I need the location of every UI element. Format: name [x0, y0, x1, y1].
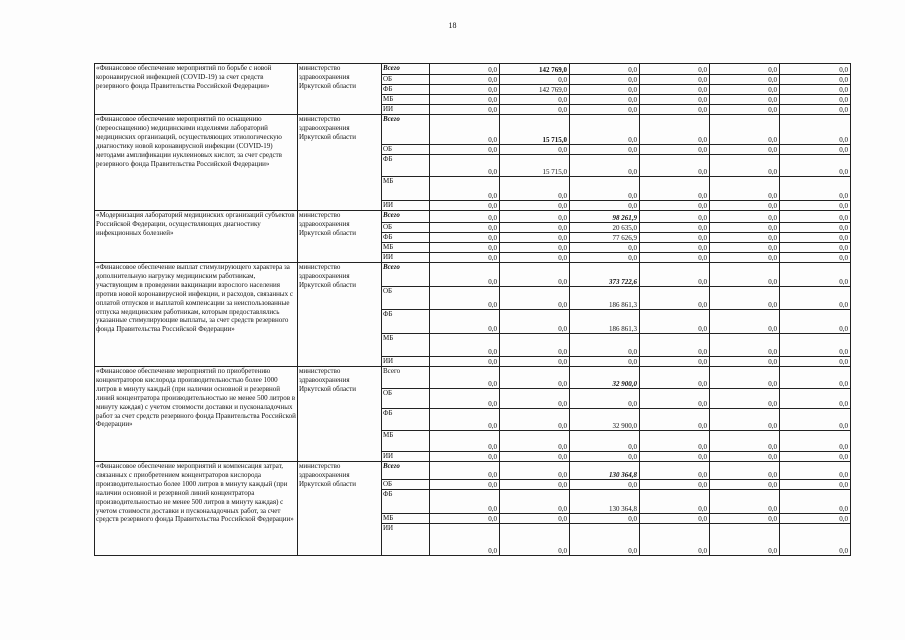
amount-cell: 0,0 [780, 310, 851, 334]
amount-cell: 0,0 [710, 105, 780, 115]
amount-cell: 0,0 [780, 201, 851, 211]
funding-source: МБ [382, 514, 430, 524]
amount-cell: 0,0 [430, 263, 500, 287]
amount-cell: 15 715,0 [500, 155, 570, 177]
amount-cell: 0,0 [430, 105, 500, 115]
amount-cell: 0,0 [570, 334, 640, 357]
amount-cell: 0,0 [710, 64, 780, 75]
table-row [95, 462, 851, 480]
funding-source: ОБ [382, 480, 430, 490]
amount-cell: 0,0 [640, 389, 710, 409]
amount-cell: 0,0 [500, 334, 570, 357]
amount-cell: 0,0 [500, 409, 570, 431]
amount-cell: 0,0 [640, 105, 710, 115]
amount-cell: 0,0 [640, 115, 710, 145]
amount-cell: 0,0 [710, 389, 780, 409]
amount-cell: 0,0 [710, 431, 780, 452]
amount-cell: 0,0 [710, 287, 780, 310]
funding-source: ИИ [382, 452, 430, 462]
amount-cell: 0,0 [500, 310, 570, 334]
amount-cell: 0,0 [640, 223, 710, 233]
amount-cell: 0,0 [640, 75, 710, 85]
amount-cell: 0,0 [710, 85, 780, 95]
amount-cell: 0,0 [430, 367, 500, 389]
amount-cell: 0,0 [500, 452, 570, 462]
amount-cell: 0,0 [500, 367, 570, 389]
amount-cell: 0,0 [640, 490, 710, 514]
amount-cell: 0,0 [430, 524, 500, 556]
funding-source: ФБ [382, 85, 430, 95]
amount-cell: 32 900,0 [570, 367, 640, 389]
responsible-executor: министерство здравоохранения Иркутской области [298, 211, 382, 263]
amount-cell: 186 861,3 [570, 287, 640, 310]
amount-cell: 0,0 [780, 462, 851, 480]
amount-cell: 0,0 [500, 95, 570, 105]
amount-cell: 0,0 [500, 105, 570, 115]
measure-description: «Финансовое обеспечение мероприятий по борьбе с новой коронавирусной инфекцией (COVID-19) за счет средств резервного фонда Правительства Российской Федерации» [95, 64, 298, 115]
amount-cell: 0,0 [500, 287, 570, 310]
amount-cell: 15 715,0 [500, 115, 570, 145]
amount-cell: 0,0 [640, 357, 710, 367]
amount-cell: 0,0 [500, 490, 570, 514]
amount-cell: 0,0 [710, 310, 780, 334]
amount-cell: 0,0 [640, 409, 710, 431]
amount-cell: 0,0 [640, 452, 710, 462]
funding-source: МБ [382, 95, 430, 105]
funding-source: ОБ [382, 389, 430, 409]
funding-source: ОБ [382, 223, 430, 233]
amount-cell: 0,0 [430, 211, 500, 223]
amount-cell: 0,0 [710, 514, 780, 524]
amount-cell: 0,0 [710, 243, 780, 253]
amount-cell: 0,0 [430, 75, 500, 85]
amount-cell: 0,0 [780, 452, 851, 462]
amount-cell: 0,0 [780, 177, 851, 201]
funding-source: ИИ [382, 105, 430, 115]
table-row [95, 115, 851, 145]
page-number: 18 [448, 21, 457, 30]
amount-cell: 0,0 [780, 105, 851, 115]
amount-cell: 0,0 [430, 155, 500, 177]
funding-source: ИИ [382, 357, 430, 367]
amount-cell: 0,0 [780, 75, 851, 85]
funding-source: ОБ [382, 75, 430, 85]
funding-source: МБ [382, 431, 430, 452]
amount-cell: 0,0 [570, 357, 640, 367]
amount-cell: 0,0 [570, 85, 640, 95]
amount-cell: 0,0 [430, 223, 500, 233]
amount-cell: 0,0 [430, 145, 500, 155]
amount-cell: 0,0 [780, 253, 851, 263]
measure-description: «Модернизация лабораторий медицинских организаций субъектов Российской Федерации, осуществляющих диагностику инфекционных болезней» [95, 211, 298, 263]
amount-cell: 0,0 [710, 95, 780, 105]
amount-cell: 0,0 [570, 155, 640, 177]
amount-cell: 0,0 [570, 243, 640, 253]
amount-cell: 0,0 [430, 431, 500, 452]
amount-cell: 0,0 [430, 357, 500, 367]
funding-source: Всего [382, 462, 430, 480]
amount-cell: 0,0 [500, 145, 570, 155]
amount-cell: 0,0 [780, 490, 851, 514]
amount-cell: 0,0 [780, 243, 851, 253]
amount-cell: 0,0 [640, 310, 710, 334]
funding-source: ФБ [382, 409, 430, 431]
amount-cell: 0,0 [430, 115, 500, 145]
amount-cell: 0,0 [640, 211, 710, 223]
amount-cell: 0,0 [710, 480, 780, 490]
amount-cell: 0,0 [430, 287, 500, 310]
amount-cell: 0,0 [570, 105, 640, 115]
amount-cell: 0,0 [780, 409, 851, 431]
amount-cell: 0,0 [710, 201, 780, 211]
amount-cell: 0,0 [640, 155, 710, 177]
amount-cell: 0,0 [500, 201, 570, 211]
amount-cell: 0,0 [430, 514, 500, 524]
amount-cell: 0,0 [640, 480, 710, 490]
amount-cell: 0,0 [570, 452, 640, 462]
amount-cell: 0,0 [780, 115, 851, 145]
amount-cell: 0,0 [500, 357, 570, 367]
amount-cell: 0,0 [500, 75, 570, 85]
amount-cell: 0,0 [570, 524, 640, 556]
amount-cell: 0,0 [780, 145, 851, 155]
funding-source: Всего [382, 211, 430, 223]
amount-cell: 0,0 [430, 389, 500, 409]
amount-cell: 0,0 [430, 95, 500, 105]
amount-cell: 0,0 [640, 287, 710, 310]
amount-cell: 0,0 [570, 95, 640, 105]
amount-cell: 0,0 [710, 409, 780, 431]
amount-cell: 0,0 [710, 223, 780, 233]
amount-cell: 0,0 [430, 310, 500, 334]
amount-cell: 142 769,0 [500, 64, 570, 75]
funding-source: Всего [382, 115, 430, 145]
amount-cell: 0,0 [780, 367, 851, 389]
funding-source: Всего [382, 367, 430, 389]
funding-source: ФБ [382, 233, 430, 243]
amount-cell: 0,0 [430, 480, 500, 490]
amount-cell: 0,0 [710, 233, 780, 243]
amount-cell: 0,0 [780, 64, 851, 75]
measure-description: «Финансовое обеспечение мероприятий по оснащению (переоснащению) медицинскими изделиями лабораторий медицинских организаций, осуществляющих этиологическую диагностику новой коронавирусной инфекции (COVID-19) методами амплификации нуклеиновых кислот, за счет средств резервного фонда Правительства Российской Федерации» [95, 115, 298, 211]
amount-cell: 0,0 [430, 334, 500, 357]
amount-cell: 0,0 [500, 480, 570, 490]
amount-cell: 0,0 [780, 480, 851, 490]
amount-cell: 0,0 [640, 514, 710, 524]
amount-cell: 0,0 [430, 409, 500, 431]
amount-cell: 0,0 [780, 95, 851, 105]
funding-source: ОБ [382, 287, 430, 310]
amount-cell: 0,0 [430, 253, 500, 263]
amount-cell: 0,0 [710, 145, 780, 155]
amount-cell: 0,0 [640, 431, 710, 452]
amount-cell: 0,0 [780, 263, 851, 287]
amount-cell: 0,0 [430, 243, 500, 253]
amount-cell: 0,0 [500, 243, 570, 253]
amount-cell: 0,0 [430, 64, 500, 75]
amount-cell: 32 900,0 [570, 409, 640, 431]
responsible-executor: министерство здравоохранения Иркутской области [298, 115, 382, 211]
funding-source: МБ [382, 243, 430, 253]
amount-cell: 0,0 [500, 177, 570, 201]
budget-table [94, 63, 851, 556]
amount-cell: 0,0 [570, 253, 640, 263]
amount-cell: 0,0 [780, 334, 851, 357]
measure-description: «Финансовое обеспечение мероприятий и компенсация затрат, связанных с приобретением концентраторов кислорода производительностью более 1000 литров в минуту каждый (при наличии основной и резервной линий концентратора производительностью не менее 500 литров в минуту каждая) с учетом стоимости доставки и пусконаладочных работ, за счет средств резервного фонда Правительства Российской Федерации» [95, 462, 298, 556]
amount-cell: 0,0 [640, 64, 710, 75]
amount-cell: 0,0 [710, 524, 780, 556]
responsible-executor: министерство здравоохранения Иркутской области [298, 64, 382, 115]
amount-cell: 0,0 [780, 223, 851, 233]
funding-source: МБ [382, 334, 430, 357]
amount-cell: 0,0 [780, 357, 851, 367]
amount-cell: 0,0 [570, 177, 640, 201]
measure-description: «Финансовое обеспечение мероприятий по приобретению концентраторов кислорода производительностью более 1000 литров в минуту каждый (при наличии основной и резервной линий концентратора производительностью не менее 500 литров в минуту каждая) с учетом стоимости доставки и пусконаладочных работ за счет средств резервного фонда Правительства Российской Федерации» [95, 367, 298, 462]
amount-cell: 0,0 [640, 253, 710, 263]
amount-cell: 0,0 [780, 431, 851, 452]
amount-cell: 0,0 [500, 233, 570, 243]
amount-cell: 0,0 [780, 524, 851, 556]
amount-cell: 0,0 [640, 95, 710, 105]
amount-cell: 0,0 [640, 243, 710, 253]
amount-cell: 0,0 [430, 201, 500, 211]
amount-cell: 0,0 [710, 357, 780, 367]
amount-cell: 0,0 [710, 367, 780, 389]
responsible-executor: министерство здравоохранения Иркутской области [298, 263, 382, 367]
funding-source: Всего [382, 64, 430, 75]
amount-cell: 373 722,6 [570, 263, 640, 287]
amount-cell: 0,0 [780, 155, 851, 177]
amount-cell: 0,0 [430, 462, 500, 480]
table-body [95, 64, 851, 556]
amount-cell: 0,0 [780, 211, 851, 223]
amount-cell: 77 626,9 [570, 233, 640, 243]
amount-cell: 0,0 [500, 223, 570, 233]
amount-cell: 0,0 [570, 389, 640, 409]
amount-cell: 0,0 [570, 145, 640, 155]
table-row [95, 211, 851, 223]
amount-cell: 0,0 [640, 462, 710, 480]
amount-cell: 0,0 [780, 389, 851, 409]
amount-cell: 0,0 [500, 462, 570, 480]
amount-cell: 0,0 [710, 490, 780, 514]
amount-cell: 0,0 [710, 253, 780, 263]
funding-source: ФБ [382, 490, 430, 514]
amount-cell: 0,0 [500, 263, 570, 287]
amount-cell: 0,0 [780, 85, 851, 95]
amount-cell: 130 364,8 [570, 490, 640, 514]
amount-cell: 0,0 [710, 462, 780, 480]
amount-cell: 0,0 [500, 253, 570, 263]
amount-cell: 0,0 [430, 177, 500, 201]
measure-description: «Финансовое обеспечение выплат стимулирующего характера за дополнительную нагрузку медицинским работникам, участвующим в проведении вакцинации взрослого населения против новой коронавирусной инфекции, и расходов, связанных с оплатой отпусков и выплатой компенсации за неиспользованные отпуска медицинским работникам, которым предоставлялись указанные стимулирующие выплаты, за счет средств резервного фонда Правительства Российской Федерации» [95, 263, 298, 367]
funding-source: ИИ [382, 201, 430, 211]
amount-cell: 0,0 [710, 177, 780, 201]
amount-cell: 0,0 [780, 514, 851, 524]
amount-cell: 0,0 [640, 334, 710, 357]
responsible-executor: министерство здравоохранения Иркутской области [298, 367, 382, 462]
amount-cell: 0,0 [500, 514, 570, 524]
amount-cell: 0,0 [640, 263, 710, 287]
table-row [95, 367, 851, 389]
amount-cell: 0,0 [710, 452, 780, 462]
amount-cell: 0,0 [430, 452, 500, 462]
funding-source: ОБ [382, 145, 430, 155]
funding-source: ИИ [382, 253, 430, 263]
amount-cell: 142 769,0 [500, 85, 570, 95]
amount-cell: 0,0 [640, 233, 710, 243]
amount-cell: 20 635,0 [570, 223, 640, 233]
amount-cell: 0,0 [710, 75, 780, 85]
amount-cell: 186 861,3 [570, 310, 640, 334]
amount-cell: 0,0 [570, 480, 640, 490]
responsible-executor: министерство здравоохранения Иркутской области [298, 462, 382, 556]
amount-cell: 0,0 [500, 211, 570, 223]
table-row [95, 64, 851, 75]
amount-cell: 0,0 [640, 367, 710, 389]
funding-source: ФБ [382, 155, 430, 177]
amount-cell: 0,0 [710, 263, 780, 287]
amount-cell: 130 364,8 [570, 462, 640, 480]
amount-cell: 0,0 [710, 155, 780, 177]
amount-cell: 0,0 [500, 431, 570, 452]
amount-cell: 0,0 [430, 490, 500, 514]
funding-source: МБ [382, 177, 430, 201]
amount-cell: 0,0 [430, 85, 500, 95]
amount-cell: 0,0 [570, 64, 640, 75]
funding-source: Всего [382, 263, 430, 287]
amount-cell: 0,0 [710, 211, 780, 223]
amount-cell: 0,0 [430, 233, 500, 243]
amount-cell: 0,0 [640, 145, 710, 155]
amount-cell: 0,0 [640, 85, 710, 95]
amount-cell: 0,0 [710, 334, 780, 357]
table-row [95, 263, 851, 287]
amount-cell: 0,0 [640, 201, 710, 211]
amount-cell: 0,0 [570, 514, 640, 524]
amount-cell: 0,0 [570, 75, 640, 85]
amount-cell: 0,0 [640, 177, 710, 201]
amount-cell: 0,0 [570, 115, 640, 145]
amount-cell: 0,0 [640, 524, 710, 556]
amount-cell: 0,0 [500, 524, 570, 556]
amount-cell: 0,0 [780, 233, 851, 243]
amount-cell: 0,0 [570, 431, 640, 452]
funding-source: ИИ [382, 524, 430, 556]
amount-cell: 0,0 [710, 115, 780, 145]
amount-cell: 0,0 [570, 201, 640, 211]
amount-cell: 0,0 [500, 389, 570, 409]
funding-source: ФБ [382, 310, 430, 334]
amount-cell: 0,0 [780, 287, 851, 310]
amount-cell: 98 261,9 [570, 211, 640, 223]
